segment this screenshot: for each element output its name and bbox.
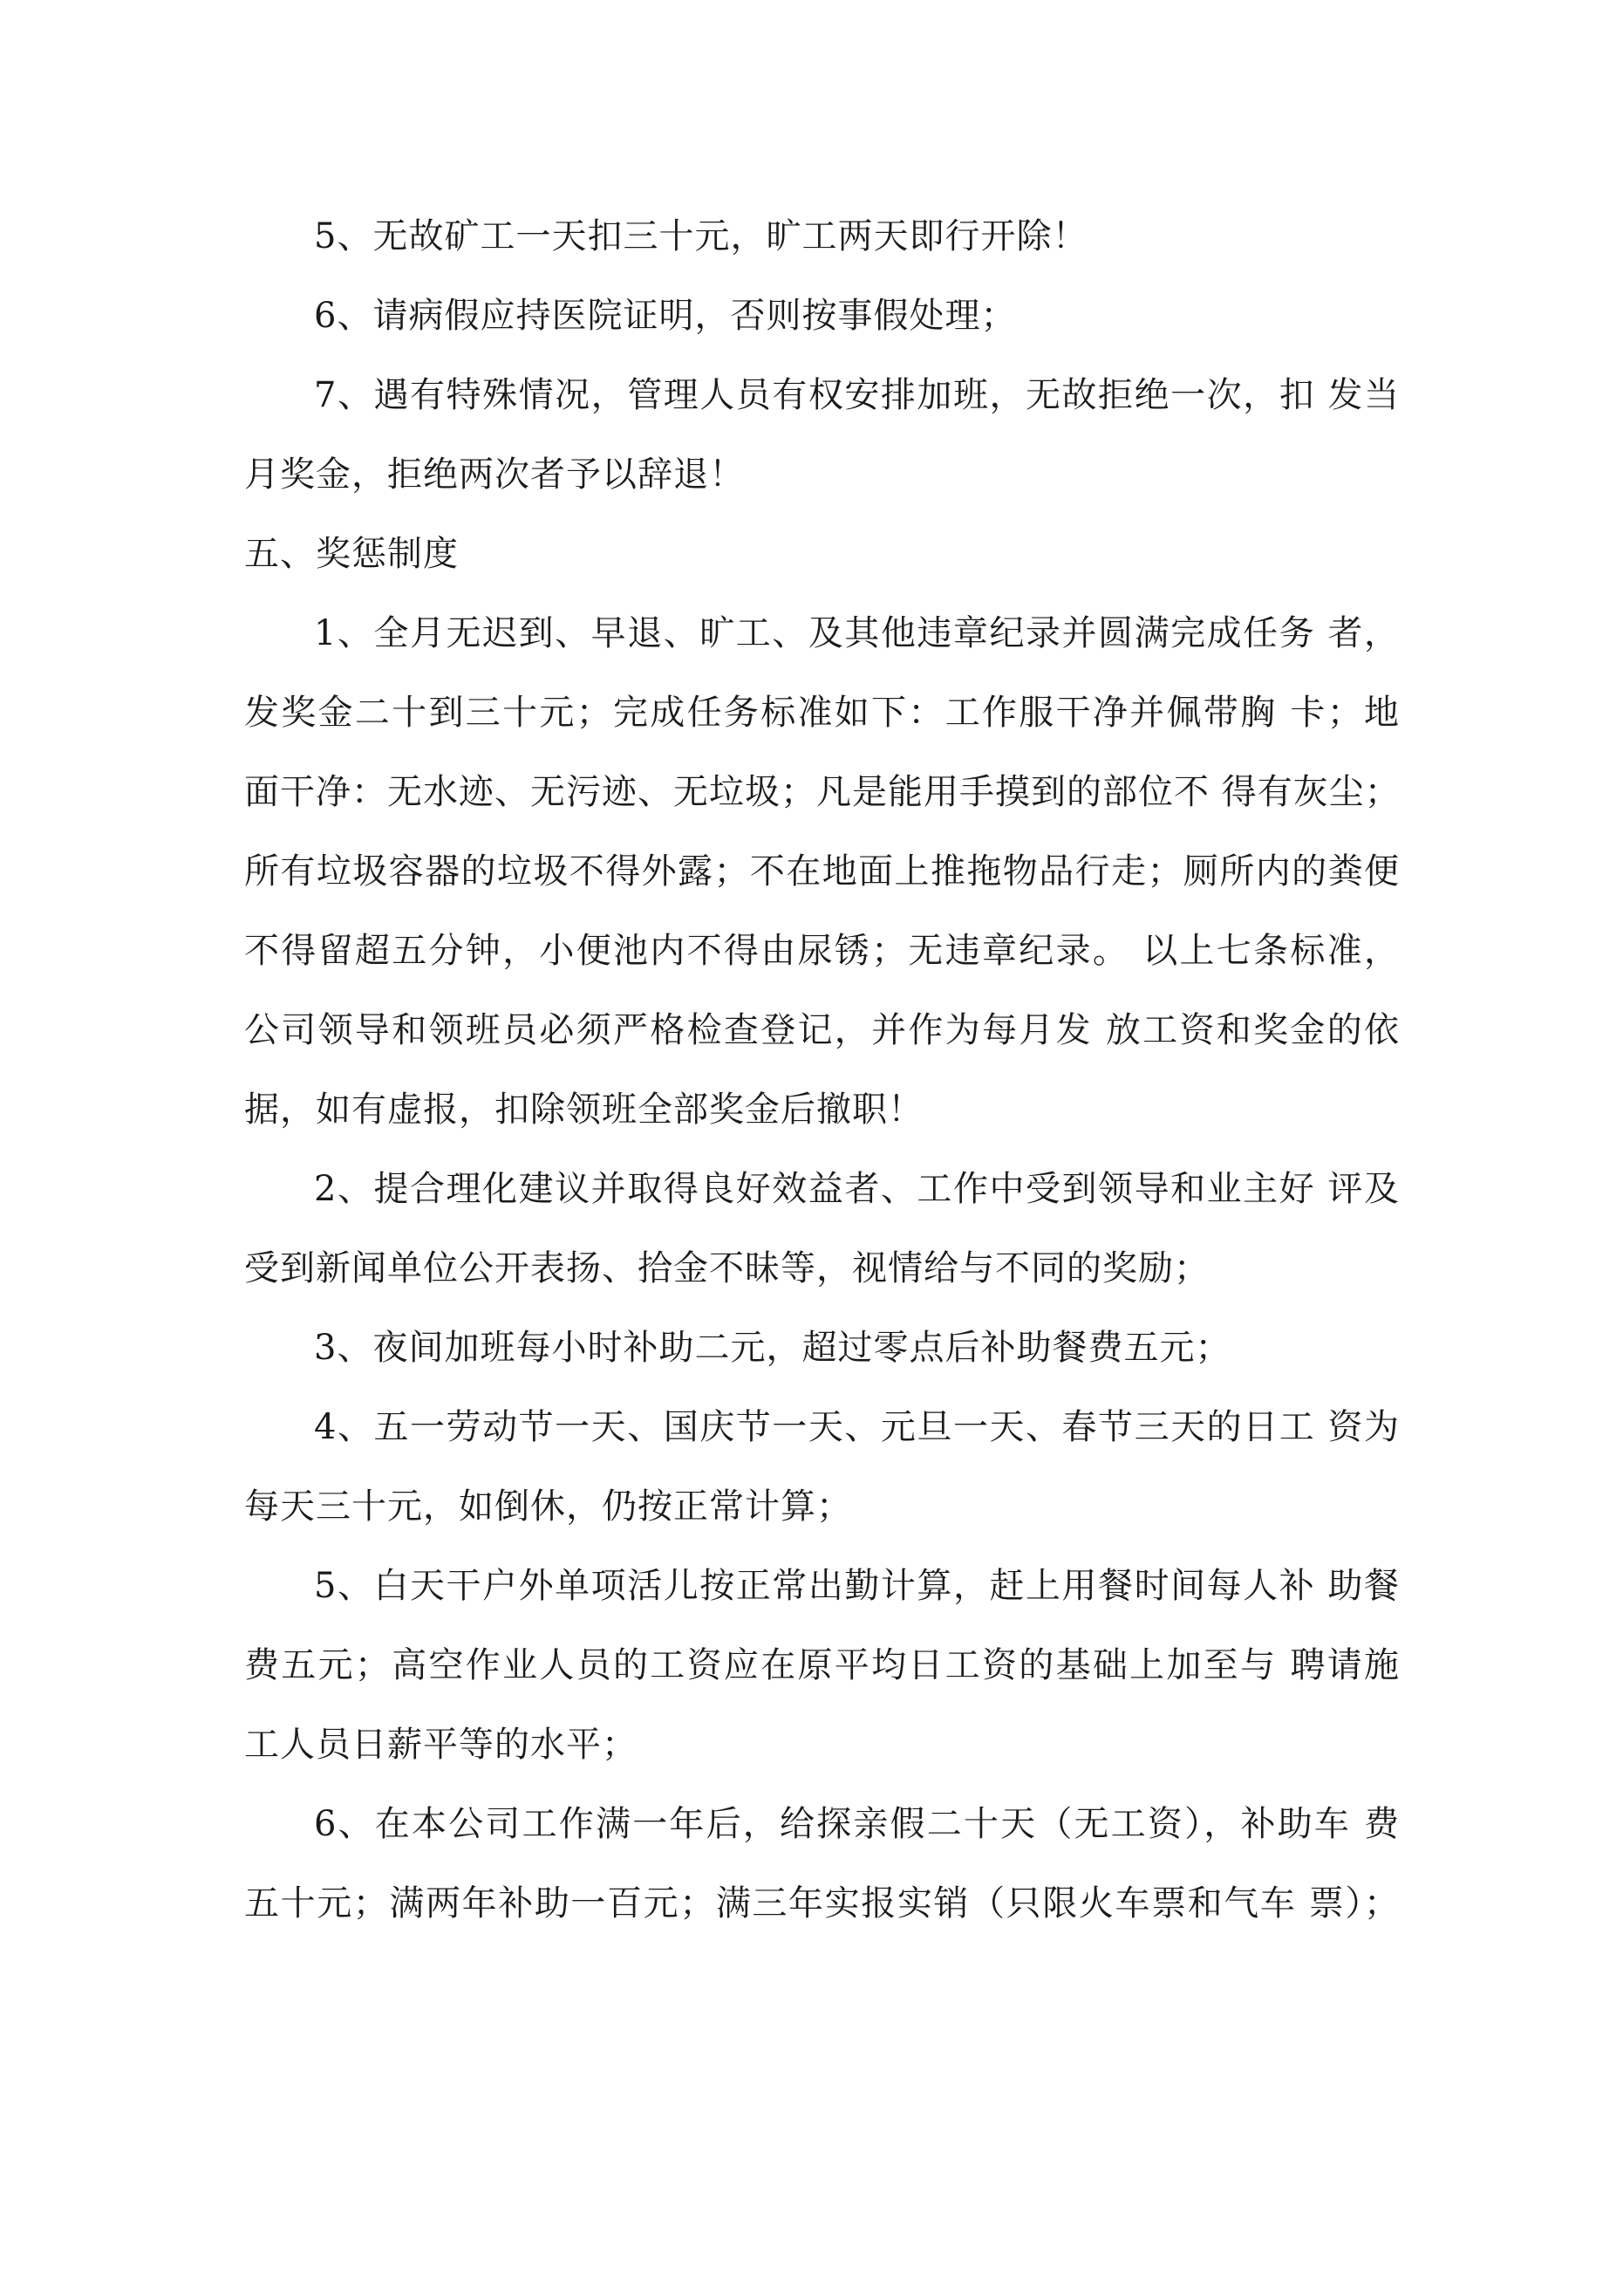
text-line: 工人员日薪平等的水平；	[244, 1725, 638, 1765]
text-line: 3、夜间加班每小时补助二元，超过零点后补助餐费五元；	[314, 1328, 1231, 1368]
text-line: 6、在本公司工作满一年后，给探亲假二十天（无工资），补助车 费	[314, 1804, 1400, 1844]
text-line: 费五元；高空作业人员的工资应在原平均日工资的基础上加至与 聘请施	[244, 1645, 1400, 1685]
text-line: 4、五一劳动节一天、国庆节一天、元旦一天、春节三天的日工 资为	[314, 1407, 1400, 1447]
text-line: 7、遇有特殊情况，管理人员有权安排加班，无故拒绝一次，扣 发当	[314, 375, 1400, 415]
text-line: 发奖金二十到三十元；完成任务标准如下：工作服干净并佩带胸 卡；地	[244, 693, 1400, 733]
text-line: 5、无故矿工一天扣三十元，旷工两天即行开除！	[314, 216, 1088, 256]
text-line: 不得留超五分钟，小便池内不得由尿锈；无违章纪录。 以上七条标准，	[244, 931, 1400, 971]
text-line: 据，如有虚报，扣除领班全部奖金后撤职！	[244, 1090, 924, 1130]
text-line: 每天三十元，如倒休，仍按正常计算；	[244, 1486, 852, 1527]
text-line: 5、白天干户外单项活儿按正常出勤计算，赶上用餐时间每人补 助餐	[314, 1566, 1400, 1606]
document-body	[244, 197, 1400, 1944]
text-line: 五十元；满两年补助一百元；满三年实报实销（只限火车票和气车 票）；	[244, 1883, 1400, 1924]
text-line: 1、全月无迟到、早退、旷工、及其他违章纪录并圆满完成任务 者，	[314, 613, 1400, 653]
text-line: 2、提合理化建议并取得良好效益者、工作中受到领导和业主好 评及	[314, 1169, 1400, 1209]
text-line: 公司领导和领班员必须严格检查登记，并作为每月发 放工资和奖金的依	[244, 1010, 1400, 1050]
text-line: 面干净：无水迹、无污迹、无垃圾；凡是能用手摸到的部位不 得有灰尘；	[244, 772, 1401, 812]
text-line: 所有垃圾容器的垃圾不得外露；不在地面上推拖物品行走；厕所内的粪便	[244, 851, 1400, 892]
text-line: 受到新闻单位公开表扬、拾金不昧等，视情给与不同的奖励；	[244, 1248, 1210, 1288]
text-line: 6、请病假应持医院证明，否则按事假处理；	[314, 296, 1017, 336]
text-line: 月奖金，拒绝两次者予以辞退！	[244, 454, 745, 495]
section-heading: 五、奖惩制度	[244, 534, 459, 574]
